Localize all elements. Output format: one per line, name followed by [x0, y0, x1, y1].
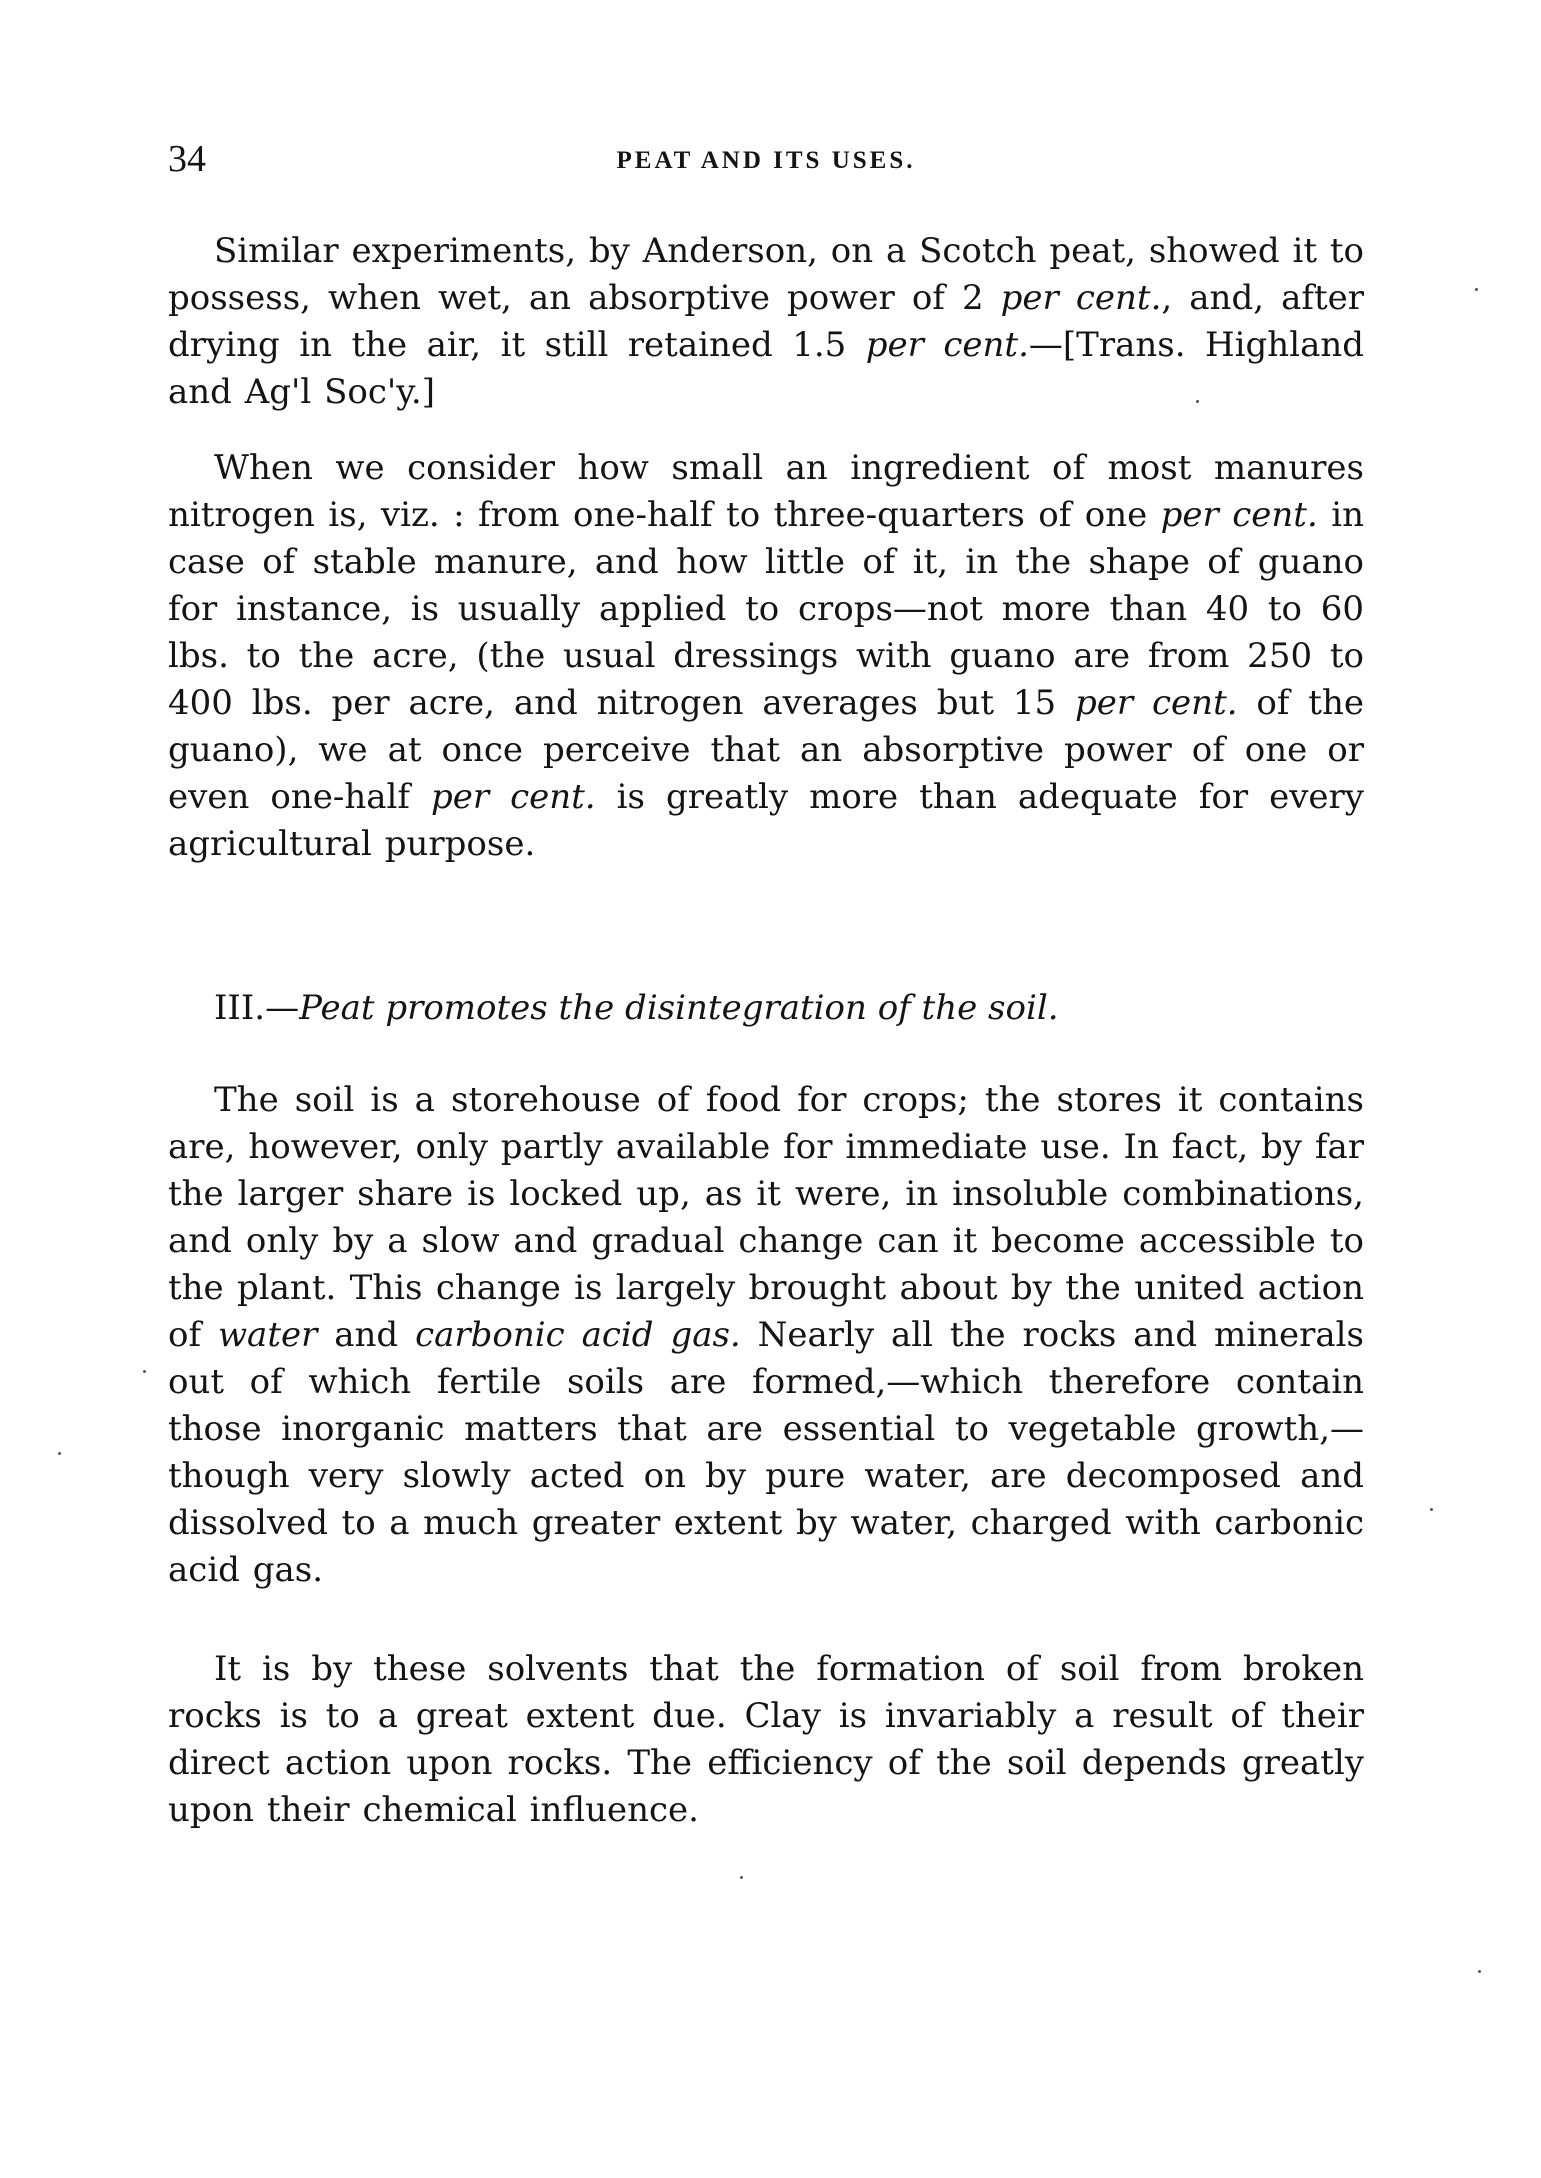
- scan-speck: [1478, 1970, 1481, 1973]
- scan-speck: [740, 1876, 743, 1879]
- paragraph-anderson-experiments: Similar experiments, by Anderson, on a Scotch peat, showed it to possess, when wet, an absorptive power of 2 per cent., and, after drying in the air, it still retained 1.5 per cent.—[Trans. Highland and Ag'l Soc'y.]: [168, 231, 1365, 412]
- paragraph-soil-storehouse: The soil is a storehouse of food for crops; the stores it contains are, however, only partly available for immediate use. In fact, by far the larger share is locked up, as it were, in insoluble combinations, and only by a slow and gradual change can it become accessible to the plant. This change is largely brought about by the united action of water and carbonic acid gas. Nearly all the rocks and minerals out of which fertile soils are formed,—which therefore contain those inorganic matters that are essential to vegetable growth,—though very slowly acted on by pure water, are decomposed and dissolved to a much greater extent by water, charged with carbonic acid gas.: [168, 1080, 1364, 1590]
- scan-speck: [1430, 1508, 1433, 1511]
- scan-speck: [1475, 288, 1478, 291]
- scan-speck: [143, 1370, 146, 1373]
- section-title: Peat promotes the disintegration of the soil.: [299, 988, 1059, 1028]
- section-number: III.—: [214, 988, 300, 1028]
- page-number: 34: [168, 138, 206, 180]
- paragraph-nitrogen-manures: When we consider how small an ingredient of most manures nitrogen is, viz. : from one-half to three-quarters of one per cent. in case of stable manure, and how little of it, in the shape of guano for instance, is usually applied to crops—not more than 40 to 60 lbs. to the acre, (the usual dressings with guano are from 250 to 400 lbs. per acre, and nitrogen averages but 15 per cent. of the guano), we at once perceive that an absorptive power of one or even one-half per cent. is greatly more than adequate for every agricultural purpose.: [168, 448, 1364, 864]
- running-title: PEAT AND ITS USES.: [616, 147, 916, 174]
- scan-speck: [58, 1452, 61, 1455]
- section-heading-iii: [214, 985, 1364, 1032]
- paragraph-solvents: It is by these solvents that the formation of soil from broken rocks is to a great extent due. Clay is invariably a result of their direct action upon rocks. The efficiency of the soil depends greatly upon their chemical influence.: [168, 1649, 1364, 1830]
- page-header: [168, 138, 1364, 188]
- scan-speck: [1196, 400, 1199, 403]
